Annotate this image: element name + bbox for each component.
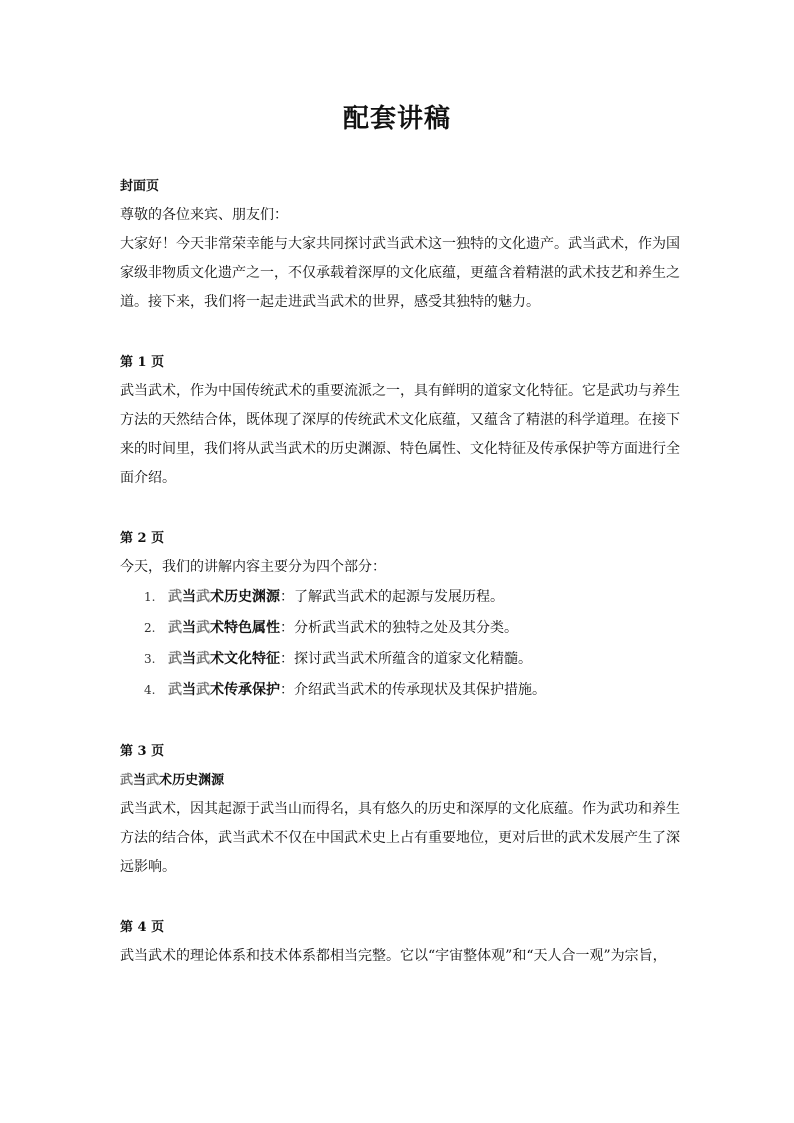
list-number: 1. [144,590,156,604]
term-rest: 历史渊源 [224,589,280,605]
term-char: 武 [168,589,182,605]
term-char: 当 [182,682,196,698]
list-item [120,675,680,706]
list-item [120,644,680,675]
paragraph-line: 方法的天然结合体，既体现了深厚的传统武术文化底蕴，又蕴含了精湛的科学道理。在接下 [120,412,680,428]
section-heading-page-3: 第 3 页 [120,744,165,759]
term-char: 术 [210,589,224,605]
term-char: 术 [159,773,173,788]
list-desc: ：了解武当武术的起源与发展历程。 [280,589,504,605]
paragraph-line: 远影响。 [120,859,176,875]
paragraph-line: 武当武术，因其起源于武当山而得名，具有悠久的历史和深厚的文化底蕴。作为武功和养生 [120,801,680,817]
term-char: 武 [168,620,182,636]
term-char: 当 [182,651,196,667]
page-title: 配套讲稿 [342,104,451,134]
paragraph-line: 武当武术的理论体系和技术体系都相当完整。它以“宇宙整体观”和“天人合一观”为宗旨， [120,948,667,964]
list-desc: ：分析武当武术的独特之处及其分类。 [280,620,518,636]
list-term [168,620,280,636]
term-char: 武 [196,682,210,698]
intro-line: 今天，我们的讲解内容主要分为四个部分： [120,559,386,575]
term-char: 武 [196,651,210,667]
term-char: 当 [182,589,196,605]
list-number: 2. [144,621,156,635]
list-desc: ：介绍武当武术的传承现状及其保护措施。 [280,682,546,698]
paragraph-line: 方法的结合体，武当武术不仅在中国武术史上占有重要地位，更对后世的武术发展产生了深 [120,830,680,846]
list-term [168,682,280,698]
section-heading-page-1: 第 1 页 [120,355,165,370]
sub-heading [120,766,680,795]
term-char: 术 [210,651,224,667]
term-rest: 传承保护 [224,682,280,698]
term-char: 武 [146,773,160,788]
greeting-line: 尊敬的各位来宾、朋友们： [120,207,288,223]
section-heading-cover: 封面页 [120,179,160,194]
section-spacer [120,882,680,913]
section-heading-page-4: 第 4 页 [120,920,165,935]
section-spacer [120,493,680,524]
paragraph-line: 面介绍。 [120,470,176,486]
paragraph-line: 武当武术，作为中国传统武术的重要流派之一，具有鲜明的道家文化特征。它是武功与养生 [120,383,680,399]
section-heading-page-2: 第 2 页 [120,531,165,546]
term-char: 术 [210,682,224,698]
document-body [120,172,680,971]
term-char: 武 [168,651,182,667]
paragraph-line: 家级非物质文化遗产之一，不仅承载着深厚的文化底蕴，更蕴含着精湛的武术技艺和养生之 [120,265,680,281]
term-char: 当 [182,620,196,636]
term-rest: 文化特征 [224,651,280,667]
section-spacer [120,706,680,737]
term-char: 武 [196,589,210,605]
term-char: 武 [168,682,182,698]
list-item [120,613,680,644]
list-desc: ：探讨武当武术所蕴含的道家文化精髓。 [280,651,532,667]
list-item [120,582,680,613]
paragraph-line: 来的时间里，我们将从武当武术的历史渊源、特色属性、文化特征及传承保护等方面进行全 [120,441,680,457]
term-rest: 历史渊源 [172,773,225,788]
list-term [168,589,280,605]
paragraph-line: 大家好！今天非常荣幸能与大家共同探讨武当武术这一独特的文化遗产。武当武术，作为国 [120,236,680,252]
term-rest: 特色属性 [224,620,280,636]
term-char: 当 [133,773,147,788]
term-char: 术 [210,620,224,636]
term-char: 武 [120,773,134,788]
list-number: 4. [144,683,156,697]
section-spacer [120,317,680,348]
list-number: 3. [144,652,156,666]
term-char: 武 [196,620,210,636]
list-term [168,651,280,667]
paragraph-line: 道。接下来，我们将一起走进武当武术的世界，感受其独特的魅力。 [120,294,540,310]
